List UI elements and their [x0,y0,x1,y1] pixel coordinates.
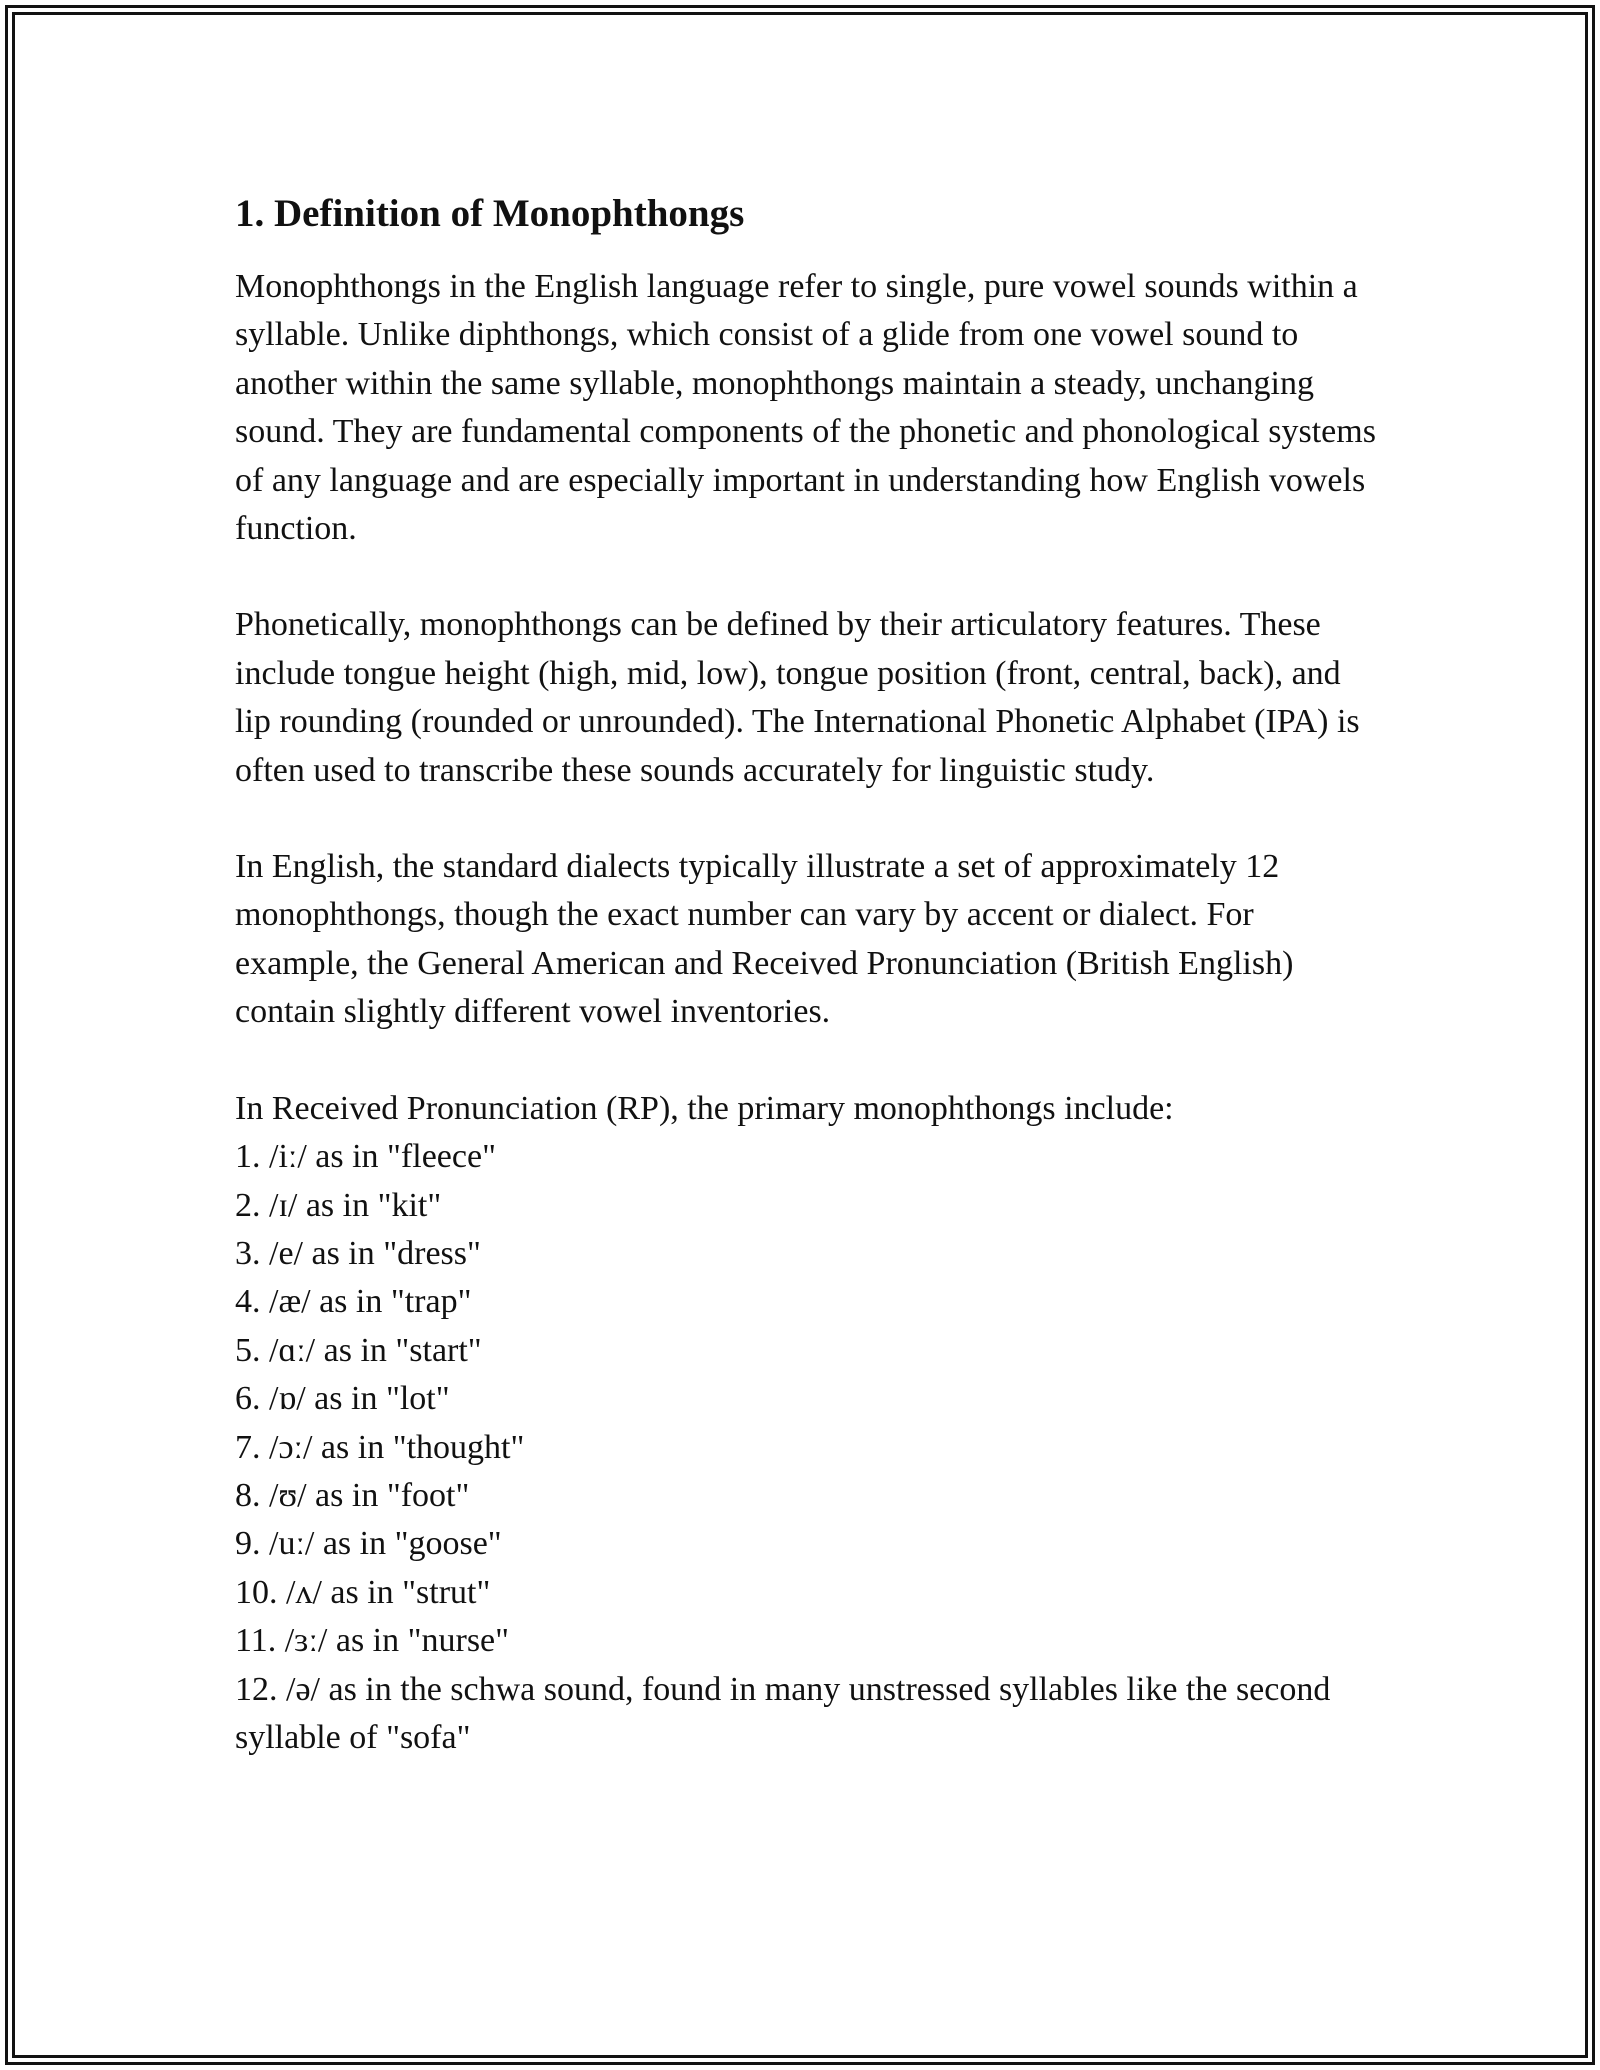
document-body [235,185,1385,1762]
paragraph-definition: Monophthongs in the English language refer to single, pure vowel sounds within a syllable. Unlike diphthongs, which consist of a glide from one vowel sound to another within the same syllable, monophthongs maintain a steady, unchanging sound. They are fundamental components of the phonetic and phonological systems of any language and are especially important in understanding how English vowels function. [235,268,1376,548]
list-item: 9. /uː/ as in "goose" [235,1525,502,1563]
list-item: 1. /iː/ as in "fleece" [235,1138,496,1176]
list-item: 10. /ʌ/ as in "strut" [235,1573,491,1611]
list-item: 4. /æ/ as in "trap" [235,1283,472,1321]
paragraph-dialects: In English, the standard dialects typically illustrate a set of approximately 12 monophthongs, though the exact number can vary by accent or dialect. For example, the General American and Received Pronunciation (British English) contain slightly different vowel inventories. [235,848,1294,1031]
list-item: 5. /ɑː/ as in "start" [235,1331,482,1369]
list-item: 6. /ɒ/ as in "lot" [235,1380,450,1418]
list-item: 3. /e/ as in "dress" [235,1234,481,1272]
list-item: 2. /ɪ/ as in "kit" [235,1186,442,1224]
list-item: 11. /ɜː/ as in "nurse" [235,1622,510,1660]
list-item: 12. /ə/ as in the schwa sound, found in many unstressed syllables like the second syllable of "sofa" [235,1670,1331,1756]
paragraph-phonetics: Phonetically, monophthongs can be defined by their articulatory features. These include tongue height (high, mid, low), tongue position (front, central, back), and lip rounding (rounded or unrounded). The International Phonetic Alphabet (IPA) is often used to transcribe these sounds accurately for linguistic study. [235,606,1360,789]
section-heading: 1. Definition of Monophthongs [235,192,745,235]
list-item: 7. /ɔː/ as in "thought" [235,1428,525,1466]
rp-list-intro: In Received Pronunciation (RP), the primary monophthongs include: [235,1089,1174,1127]
monophthong-list [235,1133,1385,1762]
list-item: 8. /ʊ/ as in "foot" [235,1476,470,1514]
